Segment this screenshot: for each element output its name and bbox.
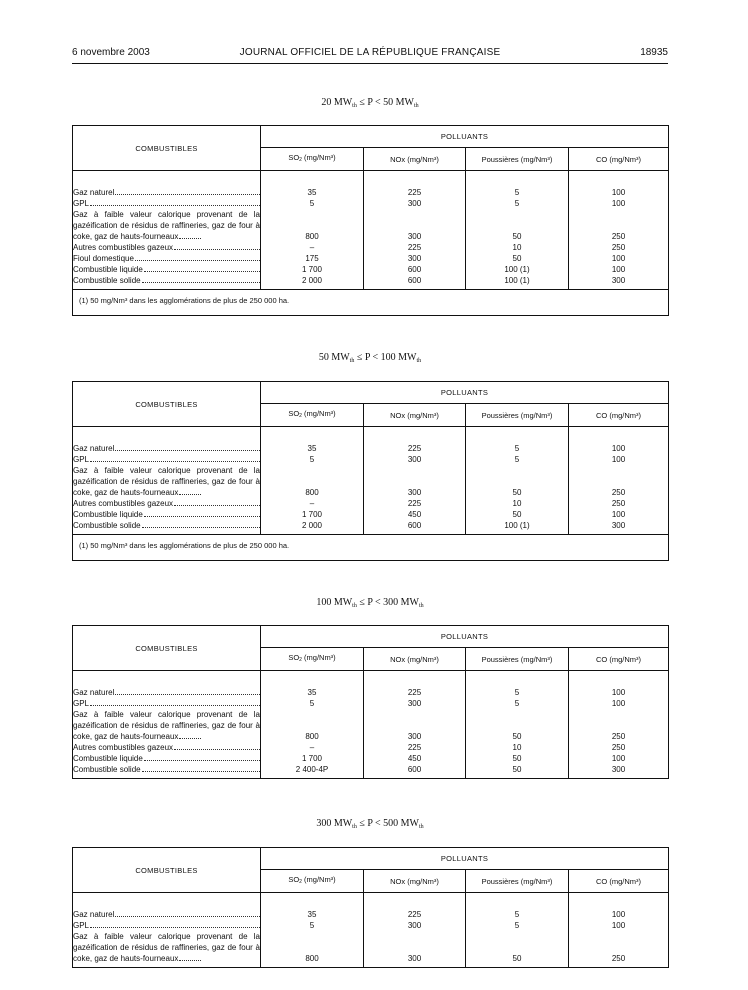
column-header-poussieres: Poussières (mg/Nm³) bbox=[466, 648, 569, 671]
value-nox: 300 bbox=[407, 488, 422, 497]
fuel-label-text: Autres combustibles gazeux bbox=[73, 243, 174, 252]
value-dust: 50 bbox=[512, 488, 522, 497]
page-number: 18935 bbox=[640, 47, 668, 58]
leader-dots bbox=[115, 909, 260, 917]
spacer bbox=[466, 465, 568, 487]
value-nox: 300 bbox=[407, 455, 422, 464]
column-header-nox: NOx (mg/Nm³) bbox=[364, 148, 466, 171]
fuel-label-text: Combustible solide bbox=[73, 765, 141, 774]
value-so2: 800 bbox=[305, 954, 319, 963]
fuel-label-column bbox=[73, 171, 261, 290]
table-header-row bbox=[73, 848, 669, 870]
value-nox: 300 bbox=[407, 254, 422, 263]
fuel-label bbox=[73, 264, 260, 275]
leader-dots bbox=[142, 520, 260, 528]
fuel-label-text: Autres combustibles gazeux bbox=[73, 743, 174, 752]
value-so2: 2 400-4P bbox=[295, 765, 329, 774]
value-dust: 10 bbox=[512, 499, 522, 508]
so2-label: SO bbox=[288, 875, 300, 884]
value-co: 100 bbox=[611, 199, 626, 208]
section-title-1: 20 $MW_{th} \le P < 50$ $MW_{th}$ bbox=[321, 97, 419, 109]
values-column-nox bbox=[364, 671, 466, 779]
value-so2: 35 bbox=[307, 910, 317, 919]
value-dust: 50 bbox=[512, 765, 522, 774]
fuel-label-text: Gaz naturel bbox=[73, 910, 115, 919]
value-co: 100 bbox=[611, 754, 626, 763]
footnote-row bbox=[73, 290, 669, 316]
so2-label: SO bbox=[288, 409, 300, 418]
spacer bbox=[364, 209, 465, 231]
fuel-label bbox=[73, 253, 260, 264]
value-dust: 50 bbox=[512, 732, 522, 741]
value-dust: 5 bbox=[514, 444, 520, 453]
column-header-so2 bbox=[261, 648, 364, 671]
footnote-row bbox=[73, 535, 669, 561]
value-nox: 225 bbox=[407, 910, 422, 919]
so2-subscript: 2 bbox=[299, 879, 302, 885]
value-co: 100 bbox=[611, 699, 626, 708]
values-column-nox bbox=[364, 171, 466, 290]
table-body bbox=[73, 671, 669, 779]
fuel-label bbox=[73, 520, 260, 531]
value-co: 100 bbox=[611, 265, 626, 274]
fuel-label bbox=[73, 764, 260, 775]
value-nox: 225 bbox=[407, 688, 422, 697]
value-nox: 225 bbox=[407, 743, 422, 752]
value-so2: 1 700 bbox=[301, 510, 323, 519]
value-co: 300 bbox=[611, 521, 626, 530]
value-dust: 10 bbox=[512, 743, 522, 752]
fuel-label bbox=[73, 687, 260, 698]
value-dust: 5 bbox=[514, 688, 520, 697]
so2-subscript: 2 bbox=[299, 657, 302, 663]
fuel-label-text: Combustible liquide bbox=[73, 510, 143, 519]
value-so2: 2 000 bbox=[301, 276, 323, 285]
spacer bbox=[569, 931, 668, 953]
value-so2: 1 700 bbox=[301, 754, 323, 763]
value-co: 100 bbox=[611, 455, 626, 464]
value-dust: 50 bbox=[512, 254, 522, 263]
spacer bbox=[466, 209, 568, 231]
so2-unit: (mg/Nm³) bbox=[301, 875, 336, 884]
fuel-label-text: Combustible liquide bbox=[73, 265, 143, 274]
leader-dots bbox=[142, 764, 260, 772]
value-so2: 800 bbox=[305, 488, 319, 497]
fuel-label bbox=[73, 198, 260, 209]
column-header-co: CO (mg/Nm³) bbox=[569, 148, 669, 171]
fuel-label-text: Fioul domestique bbox=[73, 254, 134, 263]
value-so2: 35 bbox=[307, 444, 317, 453]
so2-label: SO bbox=[288, 653, 300, 662]
value-so2: 800 bbox=[305, 232, 319, 241]
value-dust: 5 bbox=[514, 455, 520, 464]
column-header-nox: NOx (mg/Nm³) bbox=[364, 648, 466, 671]
fuel-label-text: GPL bbox=[73, 199, 90, 208]
column-header-co: CO (mg/Nm³) bbox=[569, 404, 669, 427]
value-nox: 450 bbox=[407, 510, 422, 519]
so2-unit: (mg/Nm³) bbox=[301, 409, 336, 418]
value-co: 250 bbox=[611, 954, 626, 963]
footnote: (1) 50 mg/Nm³ dans les agglomérations de plus de 250 000 ha. bbox=[73, 290, 669, 316]
value-dust: 50 bbox=[512, 510, 522, 519]
fuel-label-text: Combustible solide bbox=[73, 276, 141, 285]
leader-dots bbox=[179, 232, 201, 239]
section-title-4: 300 $MW_{th} \le P < 500$ $MW_{th}$ bbox=[316, 818, 424, 830]
spacer bbox=[466, 931, 568, 953]
column-header-polluants: POLLUANTS bbox=[261, 626, 669, 648]
values-column-so2 bbox=[261, 171, 364, 290]
value-nox: 300 bbox=[407, 954, 422, 963]
column-header-combustibles: COMBUSTIBLES bbox=[73, 626, 261, 671]
fuel-label bbox=[73, 509, 260, 520]
value-so2: 2 000 bbox=[301, 521, 323, 530]
fuel-label-column bbox=[73, 427, 261, 535]
header-date: 6 novembre 2003 bbox=[72, 47, 150, 58]
spacer bbox=[364, 465, 465, 487]
column-header-combustibles: COMBUSTIBLES bbox=[73, 848, 261, 893]
leader-dots bbox=[90, 698, 260, 706]
value-so2: 1 700 bbox=[301, 265, 323, 274]
value-nox: 600 bbox=[407, 265, 422, 274]
column-header-co: CO (mg/Nm³) bbox=[569, 648, 669, 671]
spacer bbox=[261, 709, 363, 731]
values-column-co bbox=[569, 171, 669, 290]
leader-dots bbox=[144, 264, 260, 272]
value-dust: 50 bbox=[512, 232, 522, 241]
value-nox: 300 bbox=[407, 699, 422, 708]
value-co: 100 bbox=[611, 188, 626, 197]
fuel-label bbox=[73, 275, 260, 286]
value-dust: 100 (1) bbox=[504, 521, 530, 530]
value-co: 250 bbox=[611, 499, 626, 508]
table-body bbox=[73, 171, 669, 290]
spacer bbox=[364, 709, 465, 731]
fuel-label-text: GPL bbox=[73, 921, 90, 930]
value-dust: 5 bbox=[514, 188, 520, 197]
fuel-label-column bbox=[73, 671, 261, 779]
value-dust: 50 bbox=[512, 754, 522, 763]
fuel-label-text: Gaz naturel bbox=[73, 188, 115, 197]
value-nox: 225 bbox=[407, 188, 422, 197]
so2-unit: (mg/Nm³) bbox=[301, 653, 336, 662]
value-so2: 175 bbox=[305, 254, 319, 263]
value-co: 300 bbox=[611, 276, 626, 285]
spacer bbox=[261, 465, 363, 487]
emission-table-2 bbox=[72, 381, 669, 561]
fuel-label-text: Gaz naturel bbox=[73, 444, 115, 453]
value-dust: 5 bbox=[514, 910, 520, 919]
fuel-label-text: Autres combustibles gazeux bbox=[73, 499, 174, 508]
value-so2: 5 bbox=[309, 199, 315, 208]
value-nox: 600 bbox=[407, 765, 422, 774]
fuel-label-text: Combustible liquide bbox=[73, 754, 143, 763]
table-body bbox=[73, 893, 669, 968]
column-header-nox: NOx (mg/Nm³) bbox=[364, 404, 466, 427]
fuel-label bbox=[73, 454, 260, 465]
value-co: 250 bbox=[611, 732, 626, 741]
fuel-label bbox=[73, 465, 260, 498]
fuel-label bbox=[73, 920, 260, 931]
table-header-row bbox=[73, 626, 669, 648]
table-body bbox=[73, 427, 669, 535]
leader-dots bbox=[144, 753, 260, 761]
fuel-label-text: GPL bbox=[73, 455, 90, 464]
so2-subscript: 2 bbox=[299, 413, 302, 419]
column-header-so2 bbox=[261, 148, 364, 171]
value-nox: 450 bbox=[407, 754, 422, 763]
values-column-co bbox=[569, 893, 669, 968]
value-so2: – bbox=[309, 743, 315, 752]
value-nox: 300 bbox=[407, 921, 422, 930]
emission-table-4 bbox=[72, 847, 669, 968]
leader-dots bbox=[115, 687, 260, 695]
values-column-dust bbox=[466, 427, 569, 535]
table-header-row bbox=[73, 382, 669, 404]
value-co: 100 bbox=[611, 921, 626, 930]
fuel-label bbox=[73, 209, 260, 242]
leader-dots bbox=[115, 443, 260, 451]
leader-dots bbox=[174, 498, 260, 506]
column-header-nox: NOx (mg/Nm³) bbox=[364, 870, 466, 893]
fuel-label bbox=[73, 909, 260, 920]
leader-dots bbox=[179, 954, 201, 961]
fuel-label-column bbox=[73, 893, 261, 968]
fuel-label bbox=[73, 753, 260, 764]
fuel-label bbox=[73, 709, 260, 742]
value-so2: 5 bbox=[309, 455, 315, 464]
value-dust: 5 bbox=[514, 199, 520, 208]
leader-dots bbox=[144, 509, 260, 517]
value-co: 300 bbox=[611, 765, 626, 774]
value-nox: 600 bbox=[407, 276, 422, 285]
column-header-polluants: POLLUANTS bbox=[261, 126, 669, 148]
column-header-poussieres: Poussières (mg/Nm³) bbox=[466, 870, 569, 893]
leader-dots bbox=[90, 920, 260, 928]
spacer bbox=[364, 931, 465, 953]
column-header-poussieres: Poussières (mg/Nm³) bbox=[466, 404, 569, 427]
spacer bbox=[261, 931, 363, 953]
value-dust: 50 bbox=[512, 954, 522, 963]
fuel-label bbox=[73, 443, 260, 454]
footnote: (1) 50 mg/Nm³ dans les agglomérations de plus de 250 000 ha. bbox=[73, 535, 669, 561]
value-nox: 300 bbox=[407, 732, 422, 741]
leader-dots bbox=[142, 275, 260, 283]
fuel-label bbox=[73, 187, 260, 198]
value-co: 100 bbox=[611, 444, 626, 453]
emission-table-3 bbox=[72, 625, 669, 779]
fuel-label-text: GPL bbox=[73, 699, 90, 708]
value-so2: – bbox=[309, 499, 315, 508]
values-column-dust bbox=[466, 893, 569, 968]
leader-dots bbox=[179, 488, 201, 495]
journal-title: JOURNAL OFFICIEL DE LA RÉPUBLIQUE FRANÇAISE bbox=[239, 47, 501, 58]
section-title-2: 50 $MW_{th} \le P < 100$ $MW_{th}$ bbox=[318, 352, 422, 364]
leader-dots bbox=[179, 732, 201, 739]
value-co: 250 bbox=[611, 743, 626, 752]
values-column-co bbox=[569, 427, 669, 535]
running-header bbox=[72, 47, 668, 63]
fuel-label-text: Combustible solide bbox=[73, 521, 141, 530]
column-header-polluants: POLLUANTS bbox=[261, 848, 669, 870]
header-rule bbox=[72, 63, 668, 64]
values-column-so2 bbox=[261, 427, 364, 535]
emission-table-1 bbox=[72, 125, 669, 316]
values-column-co bbox=[569, 671, 669, 779]
value-nox: 225 bbox=[407, 444, 422, 453]
fuel-label bbox=[73, 931, 260, 964]
section-title-3: 100 $MW_{th} \le P < 300$ $MW_{th}$ bbox=[316, 597, 424, 609]
column-header-so2 bbox=[261, 870, 364, 893]
value-so2: 35 bbox=[307, 688, 317, 697]
leader-dots bbox=[90, 198, 260, 206]
value-so2: 35 bbox=[307, 188, 317, 197]
fuel-label bbox=[73, 742, 260, 753]
value-dust: 5 bbox=[514, 699, 520, 708]
fuel-label-text: Gaz à faible valeur calorique provenant de la gazéification de résidus de raffineries, gaz de four à coke, gaz de hauts-fourneaux bbox=[73, 710, 260, 741]
value-co: 100 bbox=[611, 910, 626, 919]
spacer bbox=[466, 709, 568, 731]
value-nox: 225 bbox=[407, 243, 422, 252]
value-nox: 600 bbox=[407, 521, 422, 530]
values-column-dust bbox=[466, 171, 569, 290]
values-column-nox bbox=[364, 893, 466, 968]
value-co: 250 bbox=[611, 488, 626, 497]
values-column-nox bbox=[364, 427, 466, 535]
value-co: 100 bbox=[611, 688, 626, 697]
value-dust: 100 (1) bbox=[504, 276, 530, 285]
column-header-so2 bbox=[261, 404, 364, 427]
value-nox: 225 bbox=[407, 499, 422, 508]
value-dust: 5 bbox=[514, 921, 520, 930]
values-column-dust bbox=[466, 671, 569, 779]
column-header-combustibles: COMBUSTIBLES bbox=[73, 126, 261, 171]
value-co: 250 bbox=[611, 243, 626, 252]
leader-dots bbox=[90, 454, 260, 462]
fuel-label-text: Gaz naturel bbox=[73, 688, 115, 697]
value-so2: 5 bbox=[309, 921, 315, 930]
value-co: 100 bbox=[611, 254, 626, 263]
fuel-label bbox=[73, 242, 260, 253]
fuel-label-text: Gaz à faible valeur calorique provenant de la gazéification de résidus de raffineries, gaz de four à coke, gaz de hauts-fourneaux bbox=[73, 466, 260, 497]
fuel-label-text: Gaz à faible valeur calorique provenant de la gazéification de résidus de raffineries, gaz de four à coke, gaz de hauts-fourneaux bbox=[73, 932, 260, 963]
value-co: 250 bbox=[611, 232, 626, 241]
value-co: 100 bbox=[611, 510, 626, 519]
column-header-co: CO (mg/Nm³) bbox=[569, 870, 669, 893]
leader-dots bbox=[135, 253, 260, 261]
column-header-poussieres: Poussières (mg/Nm³) bbox=[466, 148, 569, 171]
so2-subscript: 2 bbox=[299, 157, 302, 163]
fuel-label bbox=[73, 698, 260, 709]
spacer bbox=[569, 465, 668, 487]
value-nox: 300 bbox=[407, 199, 422, 208]
column-header-polluants: POLLUANTS bbox=[261, 382, 669, 404]
spacer bbox=[261, 209, 363, 231]
value-so2: 800 bbox=[305, 732, 319, 741]
value-so2: 5 bbox=[309, 699, 315, 708]
value-so2: – bbox=[309, 243, 315, 252]
fuel-label bbox=[73, 498, 260, 509]
value-nox: 300 bbox=[407, 232, 422, 241]
values-column-so2 bbox=[261, 671, 364, 779]
spacer bbox=[569, 709, 668, 731]
so2-label: SO bbox=[288, 153, 300, 162]
values-column-so2 bbox=[261, 893, 364, 968]
column-header-combustibles: COMBUSTIBLES bbox=[73, 382, 261, 427]
value-dust: 100 (1) bbox=[504, 265, 530, 274]
so2-unit: (mg/Nm³) bbox=[301, 153, 336, 162]
value-dust: 10 bbox=[512, 243, 522, 252]
table-header-row bbox=[73, 126, 669, 148]
leader-dots bbox=[115, 187, 260, 195]
leader-dots bbox=[174, 742, 260, 750]
spacer bbox=[569, 209, 668, 231]
fuel-label-text: Gaz à faible valeur calorique provenant de la gazéification de résidus de raffineries, gaz de four à coke, gaz de hauts-fourneaux bbox=[73, 210, 260, 241]
leader-dots bbox=[174, 242, 260, 250]
